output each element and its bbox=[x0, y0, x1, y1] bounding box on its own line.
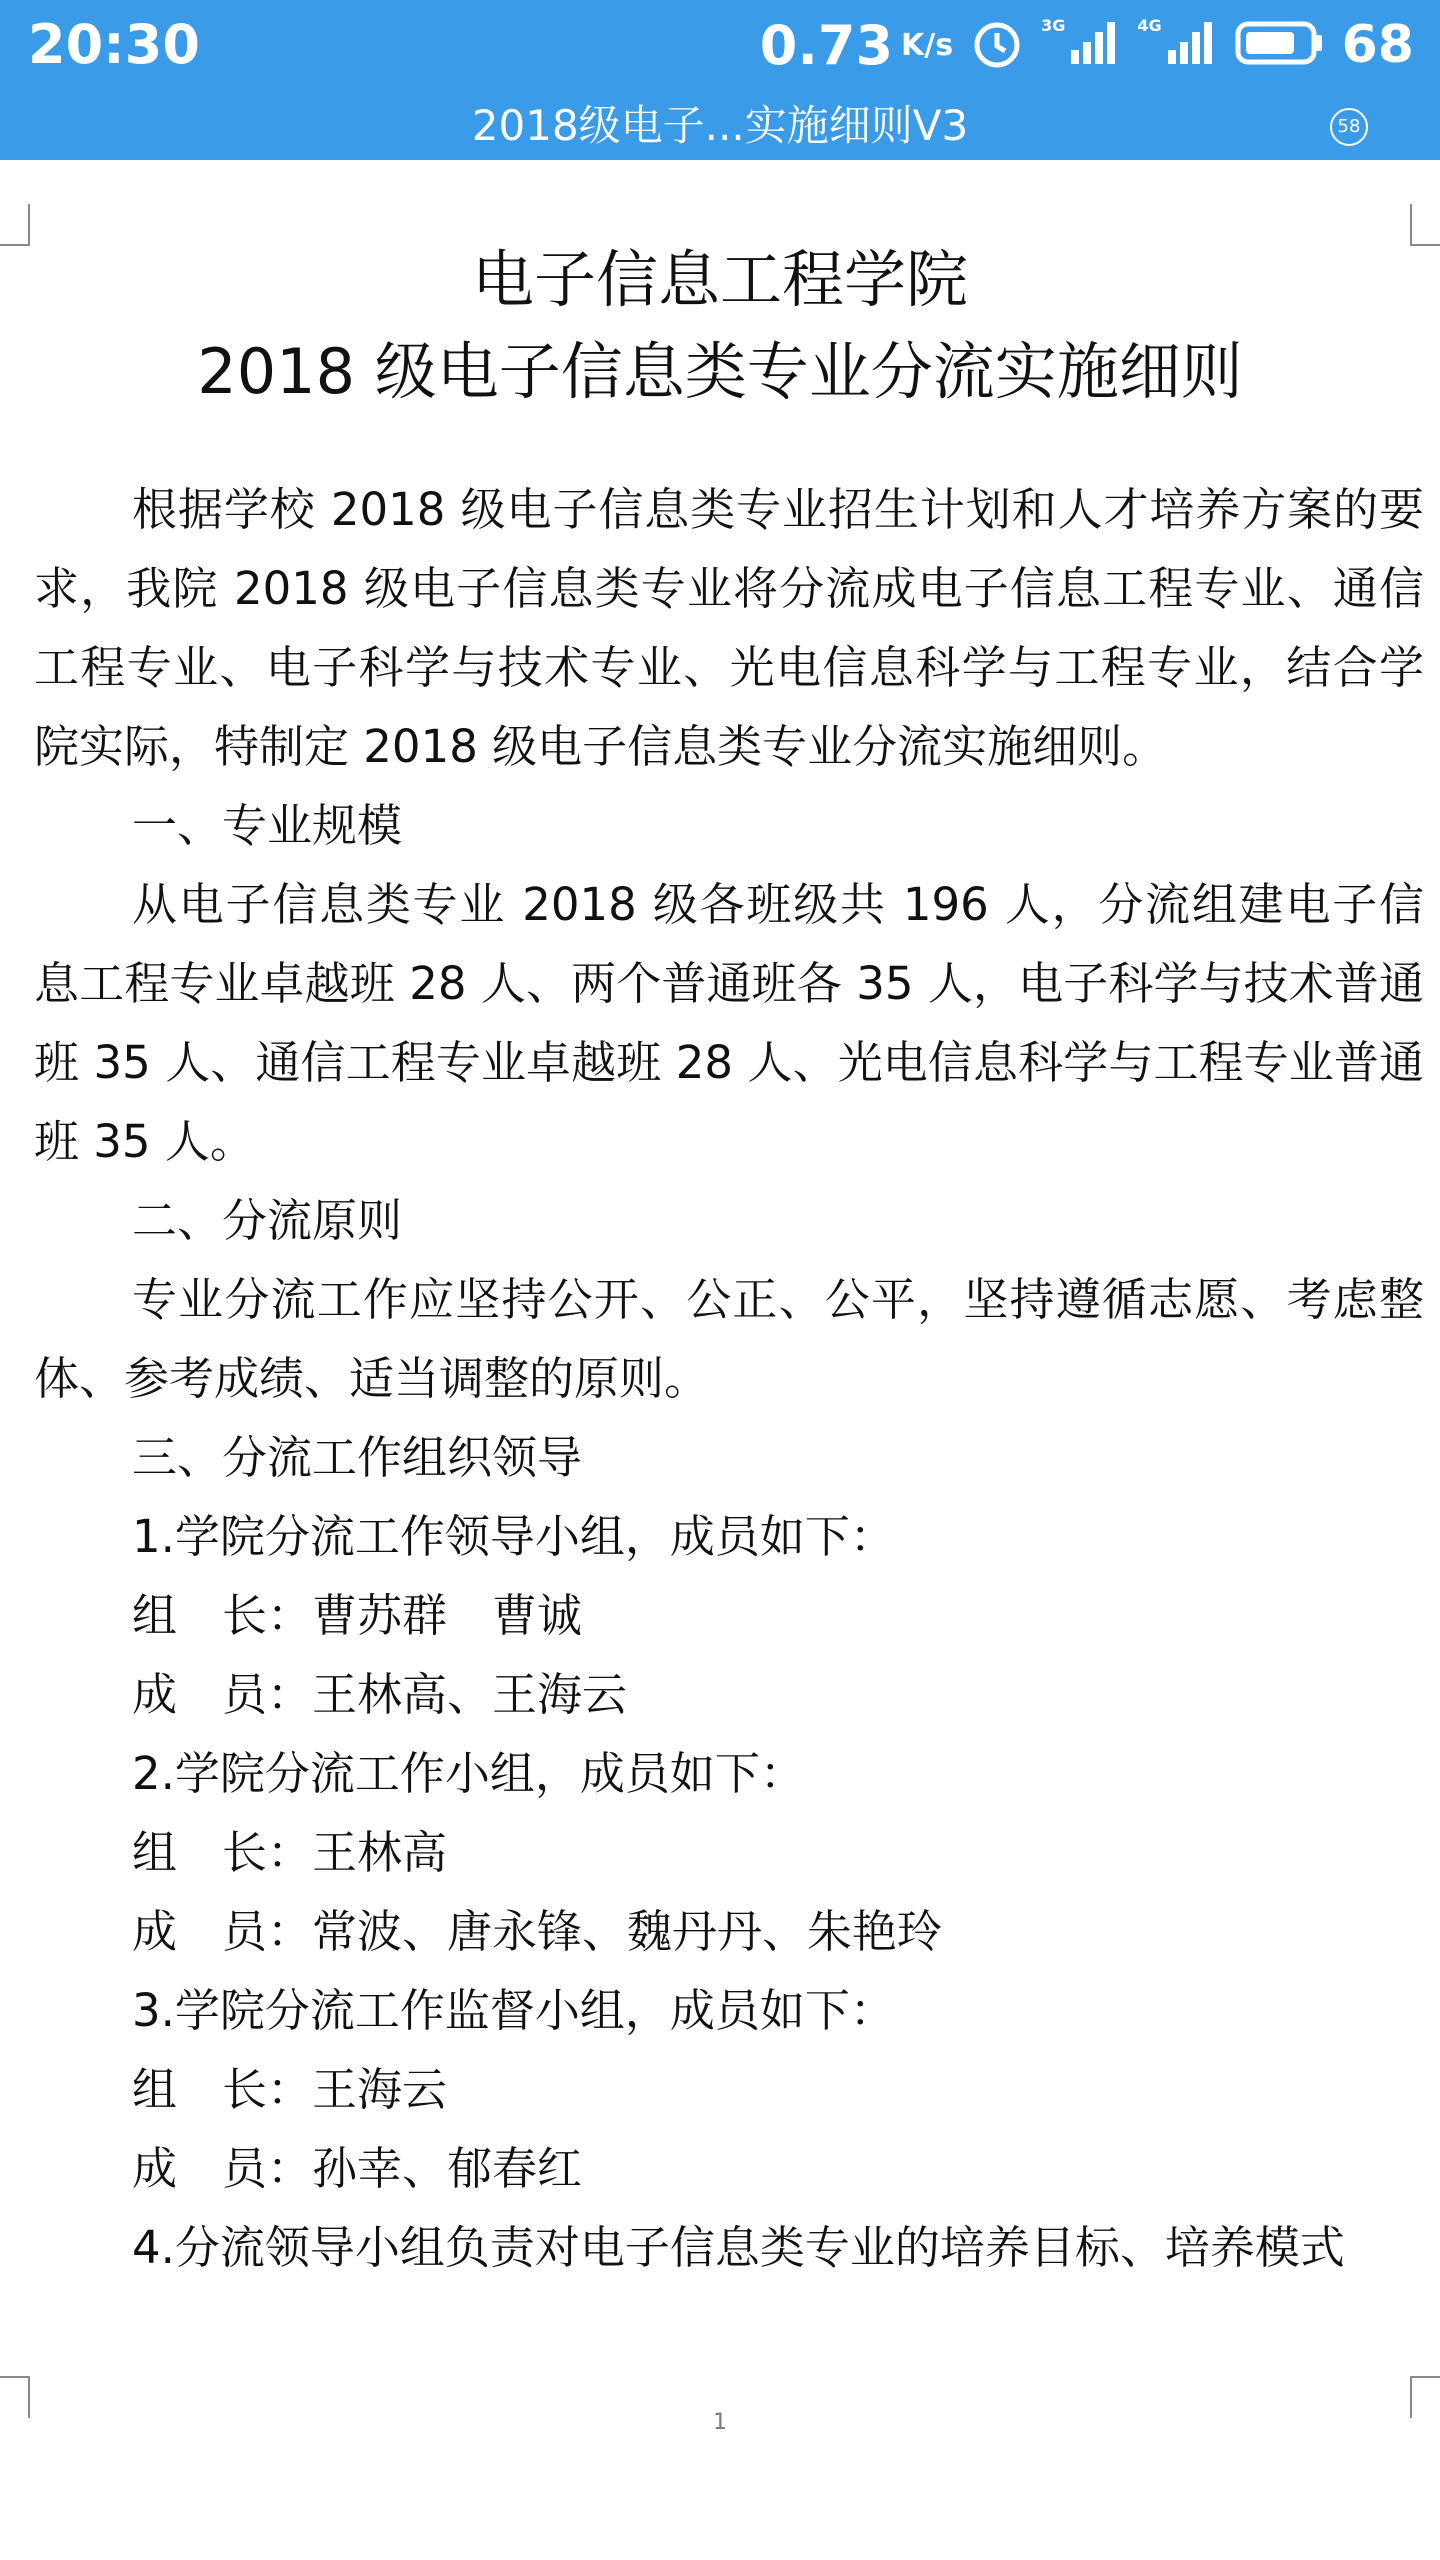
document-page[interactable] bbox=[0, 160, 1440, 2560]
network-type-2: 4G bbox=[1137, 16, 1162, 35]
list-item: 2.学院分流工作小组，成员如下： bbox=[132, 1747, 805, 1800]
network-type-1: 3G bbox=[1041, 16, 1066, 35]
network-speed-unit: K/s bbox=[901, 27, 954, 63]
list-item: 1.学院分流工作领导小组，成员如下： bbox=[132, 1510, 895, 1563]
list-item: 组 长：王海云 bbox=[132, 2063, 448, 2116]
document-body bbox=[34, 470, 1424, 2287]
paragraph: 从电子信息类专业 2018 级各班级共 196 人，分流组建电子信息工程专业卓越班 28 人、两个普通班各 35 人，电子科学与技术普通班 35 人、通信工程专业卓越班 28 人、光电信息科学与工程专业普通班 35 人。 bbox=[34, 878, 1424, 1168]
signal-icon bbox=[1069, 20, 1119, 70]
list-item: 成 员：孙幸、郁春红 bbox=[132, 2142, 583, 2195]
status-time: 20:30 bbox=[28, 13, 200, 76]
section-heading: 三、分流工作组织领导 bbox=[132, 1431, 583, 1484]
document-title-bar[interactable] bbox=[0, 96, 1440, 156]
paragraph: 专业分流工作应坚持公开、公正、公平，坚持遵循志愿、考虑整体、参考成绩、适当调整的原则。 bbox=[34, 1273, 1424, 1405]
list-item: 组 长：曹苏群 曹诚 bbox=[132, 1589, 583, 1642]
document-heading-line2: 2018 级电子信息类专业分流实施细则 bbox=[197, 335, 1243, 408]
section-heading: 一、专业规模 bbox=[132, 799, 403, 852]
list-item: 成 员：常波、唐永锋、魏丹丹、朱艳玲 bbox=[132, 1905, 943, 1958]
paragraph: 根据学校 2018 级电子信息类专业招生计划和人才培养方案的要求，我院 2018 级电子信息类专业将分流成电子信息工程专业、通信工程专业、电子科学与技术专业、光电信息科学与工程专业，结合学院实际，特制定 2018 级电子信息类专业分流实施细则。 bbox=[34, 483, 1424, 773]
status-indicators bbox=[760, 10, 1414, 80]
list-item: 4.分流领导小组负责对电子信息类专业的培养目标、培养模式 bbox=[132, 2221, 1345, 2274]
section-heading: 二、分流原则 bbox=[132, 1194, 403, 1247]
app-bar bbox=[0, 0, 1440, 160]
page-number: 1 bbox=[713, 2410, 727, 2435]
list-item: 3.学院分流工作监督小组，成员如下： bbox=[132, 1984, 895, 2037]
battery-icon bbox=[1234, 20, 1324, 70]
document-title[interactable]: 2018级电子...实施细则V3 bbox=[471, 101, 969, 150]
document-heading-line1: 电子信息工程学院 bbox=[471, 243, 968, 316]
list-item: 组 长：王林高 bbox=[132, 1826, 448, 1879]
network-speed: 0.73 bbox=[759, 13, 894, 77]
battery-level: 68 bbox=[1341, 15, 1414, 75]
status-bar bbox=[0, 0, 1440, 90]
signal-icon bbox=[1166, 20, 1216, 70]
page-count-badge[interactable]: 58 bbox=[1330, 108, 1368, 146]
alarm-icon bbox=[971, 17, 1023, 73]
list-item: 成 员：王林高、王海云 bbox=[132, 1668, 628, 1721]
